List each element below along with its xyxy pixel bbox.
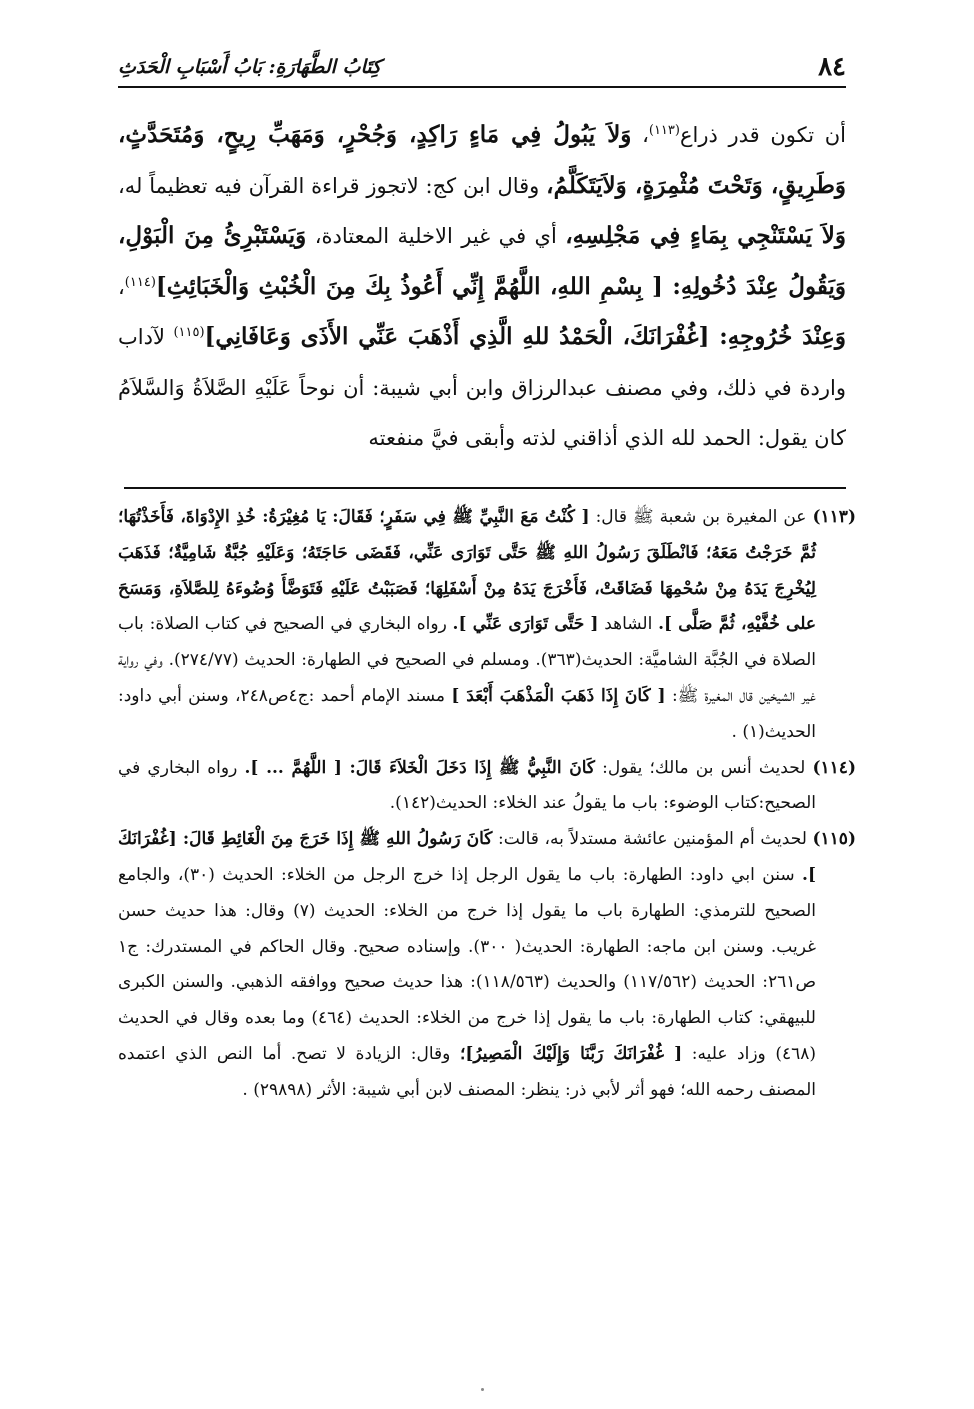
text-segment: أن تكون قدر ذراع — [679, 123, 847, 147]
hadith-quote: [ كُنْتُ مَعَ النَّبِيِّ ﷺ فِي سَفَرٍ؛ فَقَالَ: يَا مُغِيْرَةُ: خُذِ الإِدْوَاةَ، فَأَخَذْتُهَا؛ ثُمَّ خَرَجْتُ مَعَهُ؛ فَانْطَلَقَ رَسُولُ اللهِ ﷺ حَتَّى تَوَارَى عَنِّي، فَقَضَى حَاجَتَهُ؛ وَعَلَيْهِ جُبَّةٌ شَامِيَّةٌ؛ فَذَهَبَ لِيُخْرِجَ يَدَهُ مِنْ سُحْمِهَا فَضَاقَتْ، فَأَخْرَجَ يَدَهُ مِنْ أَسْفَلِهَا؛ فَصَبَبْتُ عَلَيْهِ فَتَوَضَّأَ وُضُوءَهُ لِلصَّلاَةِ، وَمَسَحَ على خُفَّيْهِ، ثُمَّ صَلَّى ]. — [118, 507, 817, 635]
footnote-114 — [118, 751, 856, 823]
hadith-quote: كَانَ رَسُولُ اللهِ ﷺ إِذَا خَرَجَ مِنَ الْغَائِطِ قَالَ: [غُفْرَانَكَ ]. — [118, 829, 816, 885]
footnote-text: مسند الإمام أحمد :ج٤ص٢٤٨، وسنن أبي داود: الحديث(١) . — [118, 685, 816, 742]
hadith-quote: كَانَ النَّبِيُّ ﷺ إِذَا دَخَلَ الْخَلاَءَ قَالَ: [ اللَّهُمَّ ... ]. — [244, 757, 595, 778]
footnote-text: لحديث أم المؤمنين عائشة مستدلاً به، قالت: — [492, 829, 813, 850]
footnote-text: رواه البخاري في الصحيح في كتاب الصلاة: باب الصلاة في الجُبَّة الشاميَّة: الحديث(٣٦٣). ومسلم في الصحيح في الطهارة: الحديث (٢٧٤/٧٧). وفي رواية غير الشيخين قال المغيرة ﷺ: — [118, 614, 816, 706]
page-header — [118, 52, 846, 86]
footnote-text: لحديث أنس بن مالك؛ يقول: — [594, 757, 813, 778]
text-segment: ، — [118, 274, 125, 299]
footnote-text: رواه البخاري في الصحيح:كتاب الوضوء: باب ما يقولُ عند الخلاء: الحديث(١٤٢). — [118, 757, 816, 814]
matn-text: وَعِنْدَ خُرُوجِهِ: [غُفْرَانَكَ، الْحَمْدُ للهِ الَّذِي أَذْهَبَ عَنِّي الأَذَى وَعَافَانِي] — [204, 323, 846, 350]
commentary-text: وقال ابن كج: لاتجوز قراءة القرآن فيه تعظيماً له، — [118, 173, 547, 198]
matn-text: وَيَسْتَبْرِئُ مِنَ الْبَوْلِ، وَيَقُولُ عِنْدَ دُخُولِهِ: [ بِسْمِ اللهِ، اللَّهُمَّ إِنِّي أَعُوذُ بِكَ مِنَ الْخُبْثِ وَالْخَبَائِثِ] — [118, 222, 846, 300]
footnote-text: عن المغيرة بن شعبة ﷺ قال: — [589, 507, 813, 527]
matn-text: وَلاَ يَسْتَنْجِي بِمَاءٍ فِي مَجْلِسِهِ، — [565, 222, 846, 249]
matn-text: وَلاَ يَبُولُ فِي مَاءٍ رَاكِدٍ، وَجُحْرٍ، وَمَهَبِّ رِيحٍ، وَمُتَحَدَّثٍ، وَطَرِيقٍ، وَتَحْتَ مُثْمِرَةٍ، وَلاَيَتَكَلَّمُ، — [118, 121, 847, 199]
footnote-text: وقال: الزيادة لا تصح. أما النص الذي اعتمده المصنف رحمه الله؛ فهو أثر لأبي ذر: ينظر: المصنف لابن أبي شيبة: الأثر (٢٩٨٩٨) . — [118, 1043, 816, 1100]
hadith-quote: [ كَانَ إِذَا ذَهَبَ الْمَذْهَبَ أَبْعَدَ ] — [451, 685, 666, 706]
footnotes — [118, 500, 856, 1109]
footnote-number: (١١٤) — [812, 757, 856, 778]
footnote-text: سنن ابي داود: الطهارة: باب ما يقول الرجل إذا خرج الرجل من الخلاء: الحديث (٣٠)، والجامع الصحيح للترمذي: الطهارة باب ما يقول إذا خرج من الخلاء: الحديث (٧) وقال: هذا حديث حسن غريب. وسنن ابن ماجه: الطهارة: الحديث( ٣٠٠). وإسناده صحيح. وقال الحاكم في المستدرك: ج١ ص٢٦١: الحديث (١١٧/٥٦٢) والحديث (١١٨/٥٦٣): هذا حديث صحيح ووافقه الذهبي. والسنن الكبرى للبيهقي: كتاب الطهارة: باب ما يقول إذا خرج من الخلاء: الحديث (٤٦٤) وما بعده وقال في الحديث (٤٦٨) وزاد عليه: — [118, 864, 816, 1064]
footnote-number: (١١٣) — [812, 507, 856, 527]
footnote-number: (١١٥) — [812, 829, 856, 850]
footnote-separator — [124, 487, 846, 489]
commentary-text: أي في غير الاخلية المعتادة، — [306, 224, 566, 248]
main-paragraph — [118, 110, 846, 464]
footnote-ref-113[interactable]: (١١٣) — [648, 123, 680, 138]
footnote-ref-115[interactable]: (١١٥) — [173, 325, 205, 340]
page-number: ٨٤ — [818, 52, 846, 82]
page-speck — [481, 1388, 484, 1391]
commentary-text: لآداب واردة في ذلك، وفي مصنف عبدالرزاق وابن أبي شيبة: أن نوحاً عَلَيْهِ الصَّلاَةُ وَالسَّلاَمُ كان يقول: الحمد لله الذي أذاقني لذته وأبقى فيَّ منفعته — [118, 325, 846, 450]
hadith-quote: [ حَتَّى تَوَارَى عَنِّي ]. — [452, 614, 599, 635]
header-rule — [118, 86, 846, 88]
footnote-113 — [118, 500, 856, 751]
text-segment: ، — [631, 123, 649, 147]
footnote-115 — [118, 822, 856, 1108]
running-title: كِتَابُ الطَّهَارَةِ: بَابُ أَسْبَابِ الْحَدَثِ — [118, 56, 382, 78]
footnote-text: الشاهد — [598, 614, 659, 635]
main-text — [118, 110, 846, 464]
footnote-ref-114[interactable]: (١١٤) — [124, 274, 156, 290]
hadith-quote: [ غُفْرَانَكَ رَبَّنَا وَإِلَيْكَ الْمَصِيرُ]؛ — [459, 1043, 683, 1064]
